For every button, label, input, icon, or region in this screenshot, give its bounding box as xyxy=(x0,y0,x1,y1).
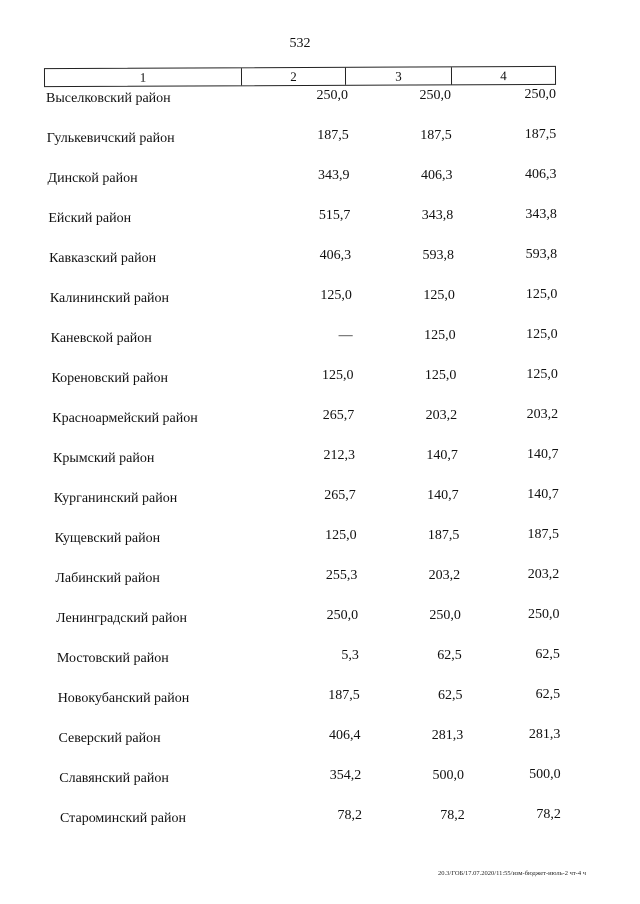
table-row xyxy=(0,807,640,831)
value-col-2: 406,4 xyxy=(328,728,361,743)
table-row xyxy=(0,607,640,631)
district-name: Курганинский район xyxy=(53,491,178,506)
value-col-3: 203,2 xyxy=(428,568,461,583)
value-col-2: 250,0 xyxy=(326,608,359,623)
district-name: Каневской район xyxy=(50,331,152,346)
value-col-2: 265,7 xyxy=(324,488,356,503)
district-name: Калининский район xyxy=(49,291,170,306)
district-name: Динской район xyxy=(47,171,138,186)
value-col-4: 140,7 xyxy=(527,487,559,502)
value-col-4: 78,2 xyxy=(536,807,561,822)
table-row xyxy=(0,287,640,311)
value-col-3: 343,8 xyxy=(421,208,454,223)
value-col-3: 593,8 xyxy=(422,248,455,263)
header-col-1: 1 xyxy=(139,69,147,85)
district-name: Крымский район xyxy=(53,451,155,466)
value-col-2: 78,2 xyxy=(337,808,363,823)
value-col-2: 515,7 xyxy=(318,208,351,223)
value-col-4: 593,8 xyxy=(525,247,558,262)
table-row xyxy=(0,567,640,591)
value-col-4: 406,3 xyxy=(525,167,557,182)
table-row xyxy=(0,127,640,151)
value-col-3: 140,7 xyxy=(427,488,459,503)
value-col-2: 125,0 xyxy=(321,368,354,383)
value-col-3: 125,0 xyxy=(424,328,456,343)
value-col-4: 250,0 xyxy=(524,87,556,102)
value-col-2: 187,5 xyxy=(317,128,349,143)
value-col-4: 250,0 xyxy=(528,607,560,622)
district-name: Гулькевичский район xyxy=(46,131,175,146)
value-col-2: 125,0 xyxy=(325,528,357,543)
header-col-2: 2 xyxy=(241,68,345,85)
value-col-3: 203,2 xyxy=(425,408,458,423)
table-row xyxy=(0,487,640,511)
district-name: Лабинский район xyxy=(55,571,160,586)
table-row xyxy=(0,767,640,791)
value-col-3: 62,5 xyxy=(437,688,463,703)
district-name: Северский район xyxy=(58,731,161,746)
value-col-3: 187,5 xyxy=(427,528,460,543)
value-col-4: 281,3 xyxy=(528,727,561,742)
table-row xyxy=(0,247,640,271)
value-col-4: 125,0 xyxy=(525,287,558,302)
value-col-4: 343,8 xyxy=(525,207,557,222)
value-col-4: 62,5 xyxy=(535,687,561,702)
district-name: Ейский район xyxy=(48,211,132,226)
value-col-2: 265,7 xyxy=(322,408,355,423)
value-col-4: 125,0 xyxy=(526,367,558,382)
value-col-2: 406,3 xyxy=(319,248,352,263)
district-name: Славянский район xyxy=(59,771,169,786)
value-col-3: 281,3 xyxy=(431,728,464,743)
value-col-3: 250,0 xyxy=(419,88,451,103)
value-col-3: 187,5 xyxy=(420,128,452,143)
value-col-4: 187,5 xyxy=(524,127,557,142)
value-col-2: 187,5 xyxy=(328,688,360,703)
district-name: Мостовский район xyxy=(56,651,169,666)
value-col-4: 500,0 xyxy=(529,767,561,782)
value-col-4: 62,5 xyxy=(535,647,560,662)
page-number: 532 xyxy=(289,36,311,51)
header-col-3: 3 xyxy=(345,67,451,84)
table-row xyxy=(0,527,640,551)
value-col-3: 125,0 xyxy=(424,368,457,383)
district-name: Кущевский район xyxy=(54,531,161,546)
table-row xyxy=(0,407,640,431)
table-row xyxy=(0,167,640,191)
table-row xyxy=(0,727,640,751)
value-col-4: 203,2 xyxy=(526,407,559,422)
value-col-3: 406,3 xyxy=(421,168,453,183)
value-col-3: 250,0 xyxy=(429,608,461,623)
value-col-4: 187,5 xyxy=(527,527,559,542)
table-row xyxy=(0,687,640,711)
district-name: Ленинградский район xyxy=(56,611,187,626)
value-col-2: 354,2 xyxy=(329,768,362,783)
district-name: Кавказский район xyxy=(49,251,157,266)
value-col-3: 62,5 xyxy=(437,648,462,663)
value-col-2: 250,0 xyxy=(316,88,348,103)
value-col-3: 125,0 xyxy=(423,288,455,303)
value-col-2: 255,3 xyxy=(325,568,358,583)
value-col-3: 140,7 xyxy=(426,448,458,463)
table-row xyxy=(0,327,640,351)
value-col-3: 78,2 xyxy=(440,808,465,823)
value-col-2: 343,9 xyxy=(318,168,350,183)
footer-stamp: 20.3/ГОБ/17.07.2020/11:55/изм-бюджет-июль-2 чт-4 ч xyxy=(438,870,586,877)
value-col-2: 212,3 xyxy=(323,448,356,463)
table-row xyxy=(0,87,640,111)
value-col-3: 500,0 xyxy=(432,768,464,783)
value-col-2: 5,3 xyxy=(341,648,359,663)
table-row xyxy=(0,647,640,671)
table-row xyxy=(0,207,640,231)
header-col-4: 4 xyxy=(451,67,555,84)
district-name: Красноармейский район xyxy=(52,411,198,426)
value-col-2: — xyxy=(338,328,353,343)
table-row xyxy=(0,447,640,471)
value-col-2: 125,0 xyxy=(320,288,352,303)
district-name: Староминский район xyxy=(60,811,186,826)
district-name: Новокубанский район xyxy=(57,691,190,706)
table-row xyxy=(0,367,640,391)
district-name: Выселковский район xyxy=(46,91,171,106)
value-col-4: 140,7 xyxy=(526,447,559,462)
value-col-4: 125,0 xyxy=(526,327,558,342)
district-name: Кореновский район xyxy=(51,371,169,386)
value-col-4: 203,2 xyxy=(527,567,560,582)
